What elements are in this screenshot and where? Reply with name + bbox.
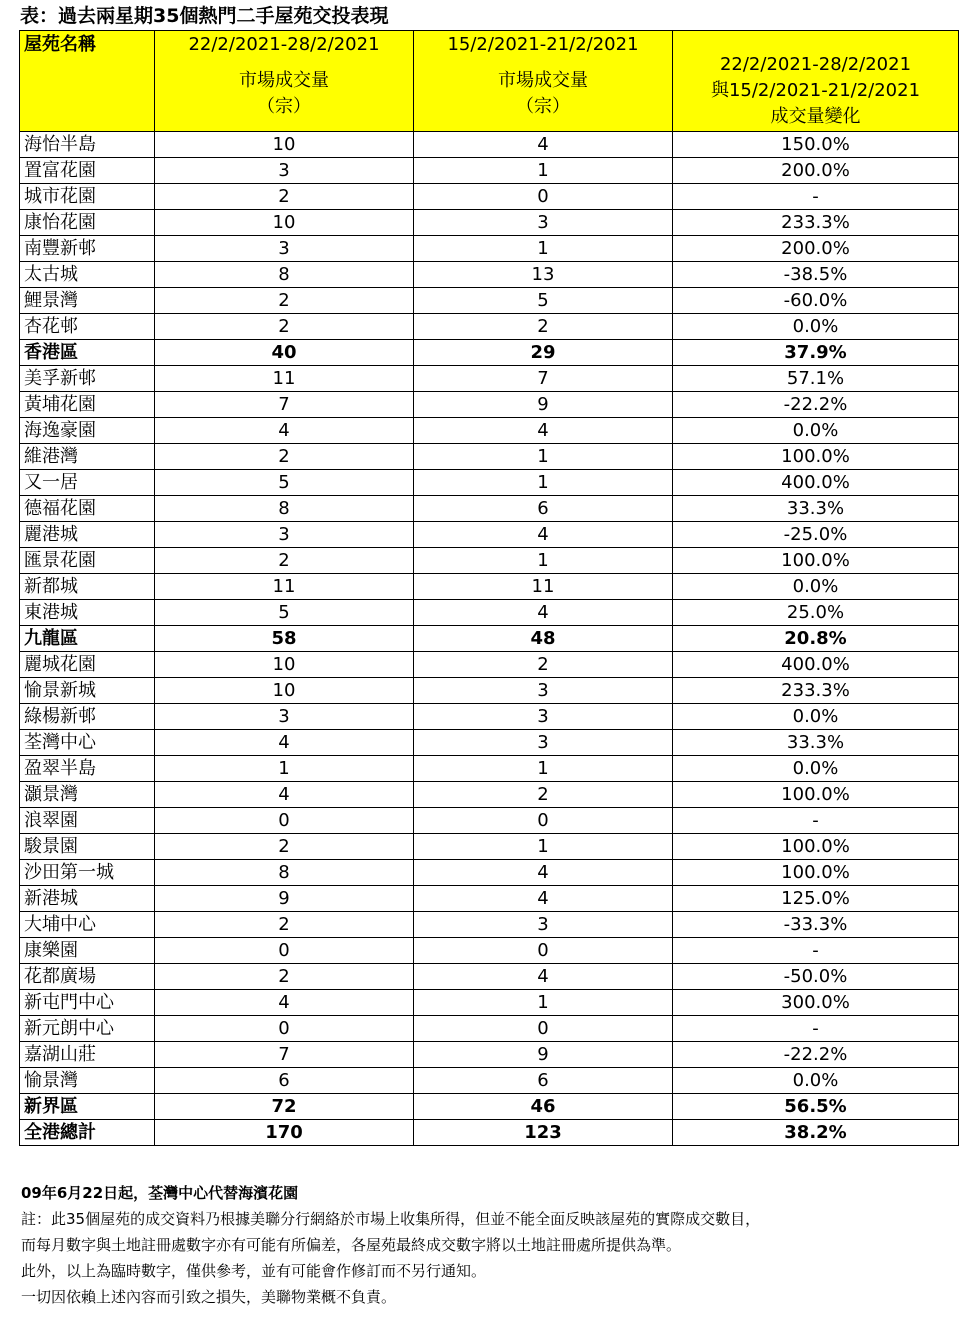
change-cell: -50.0% — [673, 964, 959, 990]
previous-volume-cell: 1 — [414, 548, 673, 574]
change-cell: 38.2% — [673, 1120, 959, 1146]
estate-name-cell: 杏花邨 — [20, 314, 155, 340]
estate-name-cell: 城市花園 — [20, 184, 155, 210]
table-title: 表：過去兩星期35個熱門二手屋苑交投表現 — [20, 5, 389, 27]
district-subtotal-row — [20, 1094, 959, 1120]
table-row — [20, 418, 959, 444]
change-cell: - — [673, 1016, 959, 1042]
change-cell: 400.0% — [673, 652, 959, 678]
estate-name-cell: 新界區 — [20, 1094, 155, 1120]
change-cell: 150.0% — [673, 132, 959, 158]
table-header — [20, 31, 959, 132]
estate-name-cell: 浪翠園 — [20, 808, 155, 834]
change-cell: 100.0% — [673, 782, 959, 808]
table-row — [20, 704, 959, 730]
estate-name-cell: 新港城 — [20, 886, 155, 912]
table-row — [20, 808, 959, 834]
estate-name-cell: 海逸豪園 — [20, 418, 155, 444]
current-volume-cell: 5 — [155, 470, 414, 496]
current-volume-cell: 8 — [155, 860, 414, 886]
current-volume-cell: 6 — [155, 1068, 414, 1094]
previous-volume-cell: 0 — [414, 938, 673, 964]
previous-volume-cell: 4 — [414, 522, 673, 548]
current-volume-cell: 0 — [155, 1016, 414, 1042]
header-change — [673, 31, 959, 132]
previous-volume-cell: 2 — [414, 782, 673, 808]
current-volume-cell: 9 — [155, 886, 414, 912]
table-row — [20, 444, 959, 470]
previous-volume-cell: 4 — [414, 886, 673, 912]
table-row — [20, 834, 959, 860]
estate-name-cell: 東港城 — [20, 600, 155, 626]
estate-name-cell: 麗港城 — [20, 522, 155, 548]
previous-volume-cell: 4 — [414, 600, 673, 626]
current-volume-cell: 3 — [155, 158, 414, 184]
previous-volume-cell: 29 — [414, 340, 673, 366]
estate-name-cell: 黃埔花園 — [20, 392, 155, 418]
table-row — [20, 652, 959, 678]
estate-name-cell: 又一居 — [20, 470, 155, 496]
previous-volume-cell: 5 — [414, 288, 673, 314]
estate-name-cell: 匯景花園 — [20, 548, 155, 574]
previous-volume-cell: 11 — [414, 574, 673, 600]
estate-name-cell: 新屯門中心 — [20, 990, 155, 1016]
change-cell: -22.2% — [673, 392, 959, 418]
previous-volume-cell: 48 — [414, 626, 673, 652]
table-row — [20, 522, 959, 548]
current-volume-cell: 1 — [155, 756, 414, 782]
estate-name-cell: 大埔中心 — [20, 912, 155, 938]
change-cell: 233.3% — [673, 678, 959, 704]
estate-name-cell: 太古城 — [20, 262, 155, 288]
change-cell: 233.3% — [673, 210, 959, 236]
estate-name-cell: 駿景園 — [20, 834, 155, 860]
change-cell: -33.3% — [673, 912, 959, 938]
current-volume-cell: 10 — [155, 132, 414, 158]
header-current-week-unit: （宗） — [257, 96, 311, 117]
current-volume-cell: 10 — [155, 210, 414, 236]
estate-name-cell: 花都廣場 — [20, 964, 155, 990]
estate-name-cell: 愉景灣 — [20, 1068, 155, 1094]
change-cell: 100.0% — [673, 444, 959, 470]
current-volume-cell: 10 — [155, 652, 414, 678]
estate-name-cell: 沙田第一城 — [20, 860, 155, 886]
table-row — [20, 132, 959, 158]
current-volume-cell: 7 — [155, 392, 414, 418]
estate-name-cell: 荃灣中心 — [20, 730, 155, 756]
change-cell: 0.0% — [673, 1068, 959, 1094]
change-cell: 37.9% — [673, 340, 959, 366]
current-volume-cell: 2 — [155, 314, 414, 340]
header-estate-name: 屋苑名稱 — [20, 31, 155, 132]
change-cell: 100.0% — [673, 548, 959, 574]
previous-volume-cell: 3 — [414, 912, 673, 938]
previous-volume-cell: 0 — [414, 808, 673, 834]
footnote-line: 09年6月22日起，荃灣中心代替海濱花園 — [21, 1184, 299, 1202]
table-row — [20, 366, 959, 392]
table-row — [20, 262, 959, 288]
change-cell: 33.3% — [673, 730, 959, 756]
previous-volume-cell: 1 — [414, 158, 673, 184]
current-volume-cell: 0 — [155, 808, 414, 834]
change-cell: 20.8% — [673, 626, 959, 652]
estate-name-cell: 德福花園 — [20, 496, 155, 522]
table-row — [20, 288, 959, 314]
current-volume-cell: 4 — [155, 990, 414, 1016]
district-subtotal-row — [20, 340, 959, 366]
estate-name-cell: 新都城 — [20, 574, 155, 600]
current-volume-cell: 2 — [155, 912, 414, 938]
previous-volume-cell: 123 — [414, 1120, 673, 1146]
grand-total-row — [20, 1120, 959, 1146]
estate-name-cell: 置富花園 — [20, 158, 155, 184]
footnote-line: 而每月數字與土地註冊處數字亦有可能有所偏差，各屋苑最終成交數字將以土地註冊處所提供為準。 — [21, 1236, 682, 1254]
previous-volume-cell: 13 — [414, 262, 673, 288]
estate-name-cell: 新元朗中心 — [20, 1016, 155, 1042]
previous-volume-cell: 4 — [414, 964, 673, 990]
estate-name-cell: 九龍區 — [20, 626, 155, 652]
current-volume-cell: 2 — [155, 444, 414, 470]
current-volume-cell: 4 — [155, 418, 414, 444]
change-cell: - — [673, 938, 959, 964]
previous-volume-cell: 6 — [414, 1068, 673, 1094]
table-row — [20, 938, 959, 964]
previous-volume-cell: 7 — [414, 366, 673, 392]
change-cell: 0.0% — [673, 704, 959, 730]
change-cell: 100.0% — [673, 860, 959, 886]
previous-volume-cell: 4 — [414, 860, 673, 886]
header-previous-week-dates: 15/2/2021-21/2/2021 — [447, 34, 639, 55]
current-volume-cell: 58 — [155, 626, 414, 652]
change-cell: - — [673, 184, 959, 210]
estate-name-cell: 香港區 — [20, 340, 155, 366]
table-row — [20, 886, 959, 912]
estate-name-cell: 盈翠半島 — [20, 756, 155, 782]
previous-volume-cell: 1 — [414, 236, 673, 262]
table-row — [20, 912, 959, 938]
change-cell: 200.0% — [673, 158, 959, 184]
change-cell: -25.0% — [673, 522, 959, 548]
table-row — [20, 1068, 959, 1094]
header-change-dates-b: 與15/2/2021-21/2/2021 — [710, 80, 921, 101]
change-cell: - — [673, 808, 959, 834]
header-previous-week — [414, 31, 673, 132]
header-change-label: 成交量變化 — [770, 106, 861, 127]
change-cell: 200.0% — [673, 236, 959, 262]
previous-volume-cell: 1 — [414, 990, 673, 1016]
transaction-table — [19, 30, 959, 1146]
previous-volume-cell: 1 — [414, 444, 673, 470]
change-cell: 25.0% — [673, 600, 959, 626]
estate-name-cell: 灝景灣 — [20, 782, 155, 808]
current-volume-cell: 4 — [155, 730, 414, 756]
current-volume-cell: 0 — [155, 938, 414, 964]
estate-name-cell: 康怡花園 — [20, 210, 155, 236]
previous-volume-cell: 4 — [414, 418, 673, 444]
previous-volume-cell: 9 — [414, 392, 673, 418]
table-row — [20, 990, 959, 1016]
table-row — [20, 314, 959, 340]
header-previous-week-volume: 市場成交量 — [498, 70, 588, 91]
change-cell: 56.5% — [673, 1094, 959, 1120]
change-cell: 0.0% — [673, 756, 959, 782]
current-volume-cell: 11 — [155, 366, 414, 392]
district-subtotal-row — [20, 626, 959, 652]
header-current-week-dates: 22/2/2021-28/2/2021 — [188, 34, 380, 55]
previous-volume-cell: 3 — [414, 210, 673, 236]
previous-volume-cell: 2 — [414, 314, 673, 340]
change-cell: 100.0% — [673, 834, 959, 860]
previous-volume-cell: 3 — [414, 730, 673, 756]
table-row — [20, 210, 959, 236]
table-row — [20, 730, 959, 756]
change-cell: -22.2% — [673, 1042, 959, 1068]
previous-volume-cell: 1 — [414, 756, 673, 782]
footnote-line: 一切因依賴上述內容而引致之損失，美聯物業概不負責。 — [21, 1288, 397, 1306]
previous-volume-cell: 0 — [414, 184, 673, 210]
previous-volume-cell: 1 — [414, 834, 673, 860]
previous-volume-cell: 0 — [414, 1016, 673, 1042]
table-row — [20, 600, 959, 626]
current-volume-cell: 2 — [155, 184, 414, 210]
table-row — [20, 1042, 959, 1068]
current-volume-cell: 8 — [155, 496, 414, 522]
table-body — [20, 132, 959, 1146]
change-cell: 57.1% — [673, 366, 959, 392]
previous-volume-cell: 9 — [414, 1042, 673, 1068]
current-volume-cell: 10 — [155, 678, 414, 704]
change-cell: 0.0% — [673, 418, 959, 444]
current-volume-cell: 4 — [155, 782, 414, 808]
estate-name-cell: 嘉湖山莊 — [20, 1042, 155, 1068]
footnote-line: 註：此35個屋苑的成交資料乃根據美聯分行網絡於市場上收集所得，但並不能全面反映該屋苑的實際成交數目， — [21, 1210, 761, 1228]
estate-name-cell: 鯉景灣 — [20, 288, 155, 314]
header-current-week-volume: 市場成交量 — [239, 70, 329, 91]
current-volume-cell: 3 — [155, 704, 414, 730]
table-row — [20, 158, 959, 184]
table-row — [20, 782, 959, 808]
previous-volume-cell: 2 — [414, 652, 673, 678]
change-cell: 400.0% — [673, 470, 959, 496]
estate-name-cell: 全港總計 — [20, 1120, 155, 1146]
previous-volume-cell: 1 — [414, 470, 673, 496]
estate-name-cell: 綠楊新邨 — [20, 704, 155, 730]
change-cell: 33.3% — [673, 496, 959, 522]
previous-volume-cell: 3 — [414, 704, 673, 730]
table-row — [20, 184, 959, 210]
current-volume-cell: 5 — [155, 600, 414, 626]
header-change-dates-a: 22/2/2021-28/2/2021 — [719, 54, 912, 75]
estate-name-cell: 康樂園 — [20, 938, 155, 964]
current-volume-cell: 8 — [155, 262, 414, 288]
header-previous-week-unit: （宗） — [516, 96, 570, 117]
current-volume-cell: 170 — [155, 1120, 414, 1146]
header-current-week — [155, 31, 414, 132]
table-row — [20, 860, 959, 886]
previous-volume-cell: 46 — [414, 1094, 673, 1120]
estate-name-cell: 南豐新邨 — [20, 236, 155, 262]
estate-name-cell: 美孚新邨 — [20, 366, 155, 392]
table-row — [20, 548, 959, 574]
footnote-line: 此外，以上為臨時數字，僅供參考，並有可能會作修訂而不另行通知。 — [21, 1262, 487, 1280]
estate-name-cell: 愉景新城 — [20, 678, 155, 704]
current-volume-cell: 2 — [155, 288, 414, 314]
footnotes — [21, 1180, 951, 1310]
estate-name-cell: 麗城花園 — [20, 652, 155, 678]
table-row — [20, 470, 959, 496]
current-volume-cell: 2 — [155, 548, 414, 574]
change-cell: -38.5% — [673, 262, 959, 288]
table-row — [20, 392, 959, 418]
change-cell: 300.0% — [673, 990, 959, 1016]
table-row — [20, 574, 959, 600]
change-cell: 0.0% — [673, 574, 959, 600]
table-row — [20, 1016, 959, 1042]
change-cell: 125.0% — [673, 886, 959, 912]
current-volume-cell: 11 — [155, 574, 414, 600]
table-row — [20, 496, 959, 522]
current-volume-cell: 72 — [155, 1094, 414, 1120]
change-cell: -60.0% — [673, 288, 959, 314]
current-volume-cell: 3 — [155, 236, 414, 262]
current-volume-cell: 40 — [155, 340, 414, 366]
current-volume-cell: 3 — [155, 522, 414, 548]
previous-volume-cell: 4 — [414, 132, 673, 158]
table-row — [20, 756, 959, 782]
previous-volume-cell: 3 — [414, 678, 673, 704]
previous-volume-cell: 6 — [414, 496, 673, 522]
current-volume-cell: 7 — [155, 1042, 414, 1068]
table-row — [20, 236, 959, 262]
current-volume-cell: 2 — [155, 964, 414, 990]
table-row — [20, 964, 959, 990]
estate-name-cell: 海怡半島 — [20, 132, 155, 158]
change-cell: 0.0% — [673, 314, 959, 340]
estate-name-cell: 維港灣 — [20, 444, 155, 470]
table-row — [20, 678, 959, 704]
current-volume-cell: 2 — [155, 834, 414, 860]
